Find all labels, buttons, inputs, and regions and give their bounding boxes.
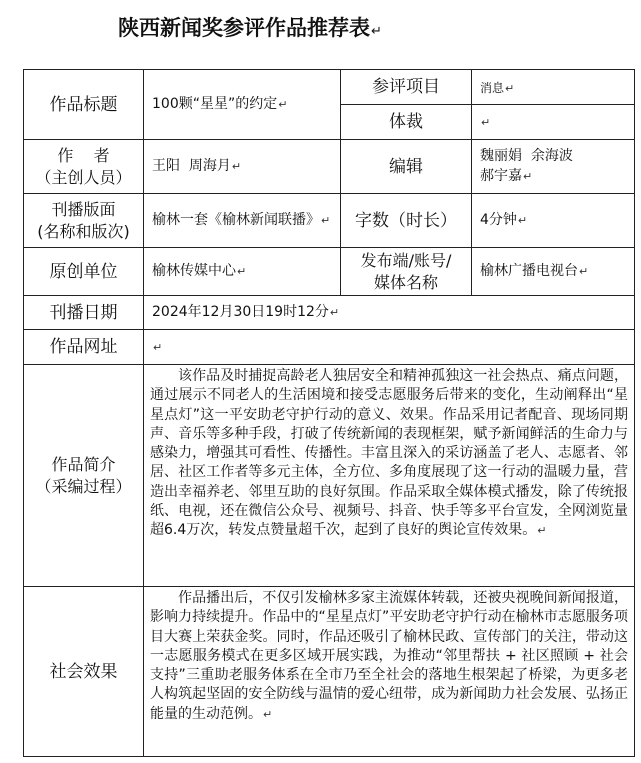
date-value: 2024年12月30日19时12分↵ bbox=[144, 296, 635, 330]
intro-text: 该作品及时捕捉高龄老人独居安全和精神孤独这一社会热点、痛点问题，通过展示不同老人的生活困境和接受志愿服务后带来的变化，生动阐释出“星星点灯”这一平安助老守护行动的意义、效果。作品采用记者配音、现场同期声、音乐等多种手段，打破了传统新闻的表现框架，赋予新闻鲜活的生命力与感染力，增强其可看性、传播性。丰富且深入的采访涵盖了老人、志愿者、邻居、社区工作者等多元主体，全方位、多角度展现了这一行动的温暖力量，营造出幸福养老、邻里互助的良好氛围。作品采取全媒体模式播发，除了传统报纸、电视，还在微信公众号、视频号、抖音、快手等多平台宣发，全网浏览量超6.4万次，转发点赞量超千次，起到了良好的舆论宣传效果。↵ bbox=[144, 365, 635, 587]
row-author-editor bbox=[24, 140, 635, 194]
work-title-value: 100颗“星星”的约定↵ bbox=[144, 70, 341, 140]
genre-value: ↵ bbox=[472, 105, 635, 140]
category-value: 消息↵ bbox=[472, 70, 635, 105]
publisher-label: 发布端/账号/ 媒体名称 bbox=[341, 248, 472, 296]
paragraph-mark: ↵ bbox=[371, 24, 382, 39]
unit-label: 原创单位 bbox=[24, 248, 144, 296]
row-url bbox=[24, 330, 635, 365]
publisher-value: 榆林广播电视台↵ bbox=[472, 248, 635, 296]
length-value: 4分钟↵ bbox=[472, 194, 635, 248]
row-date bbox=[24, 296, 635, 330]
edition-value: 榆林一套《榆林新闻联播》↵ bbox=[144, 194, 341, 248]
editor-label: 编辑 bbox=[341, 140, 472, 194]
url-label: 作品网址 bbox=[24, 330, 144, 365]
intro-label: 作品简介 （采编过程） bbox=[24, 365, 144, 587]
editor-value: 魏丽娟 余海波 郝宇嘉↵ bbox=[472, 140, 635, 194]
work-title-label: 作品标题 bbox=[24, 70, 144, 140]
row-edition-length bbox=[24, 194, 635, 248]
length-label: 字数（时长） bbox=[341, 194, 472, 248]
author-value: 王阳 周海月↵ bbox=[144, 140, 341, 194]
row-title-category bbox=[24, 70, 635, 105]
date-label: 刊播日期 bbox=[24, 296, 144, 330]
document-title bbox=[118, 12, 382, 42]
row-effect bbox=[24, 587, 635, 757]
row-intro bbox=[24, 365, 635, 587]
url-value: ↵ bbox=[144, 330, 635, 365]
author-label: 作 者 （主创人员） bbox=[24, 140, 144, 194]
recommendation-form bbox=[23, 69, 635, 757]
effect-label: 社会效果 bbox=[24, 587, 144, 757]
edition-label: 刊播版面 (名称和版次) bbox=[24, 194, 144, 248]
effect-text: 作品播出后，不仅引发榆林多家主流媒体转载，还被央视晚间新闻报道，影响力持续提升。作品中的“星星点灯”平安助老守护行动在榆林市志愿服务项目大赛上荣获金奖。同时，作品还吸引了榆林民政、宣传部门的关注，带动这一志愿服务模式在更多区域开展实践，为推动“邻里帮扶 + 社区照顾 + 社会支持”三重助老服务体系在全市乃至全社会的落地生根架起了桥梁，为更多老人构筑起坚固的安全防线与温情的爱心纽带，成为新闻助力社会发展、弘扬正能量的生动范例。↵ bbox=[144, 587, 635, 757]
document-title-text: 陕西新闻奖参评作品推荐表 bbox=[118, 16, 370, 40]
category-label: 参评项目 bbox=[341, 70, 472, 105]
genre-label: 体裁 bbox=[341, 105, 472, 140]
row-unit-publisher bbox=[24, 248, 635, 296]
unit-value: 榆林传媒中心↵ bbox=[144, 248, 341, 296]
